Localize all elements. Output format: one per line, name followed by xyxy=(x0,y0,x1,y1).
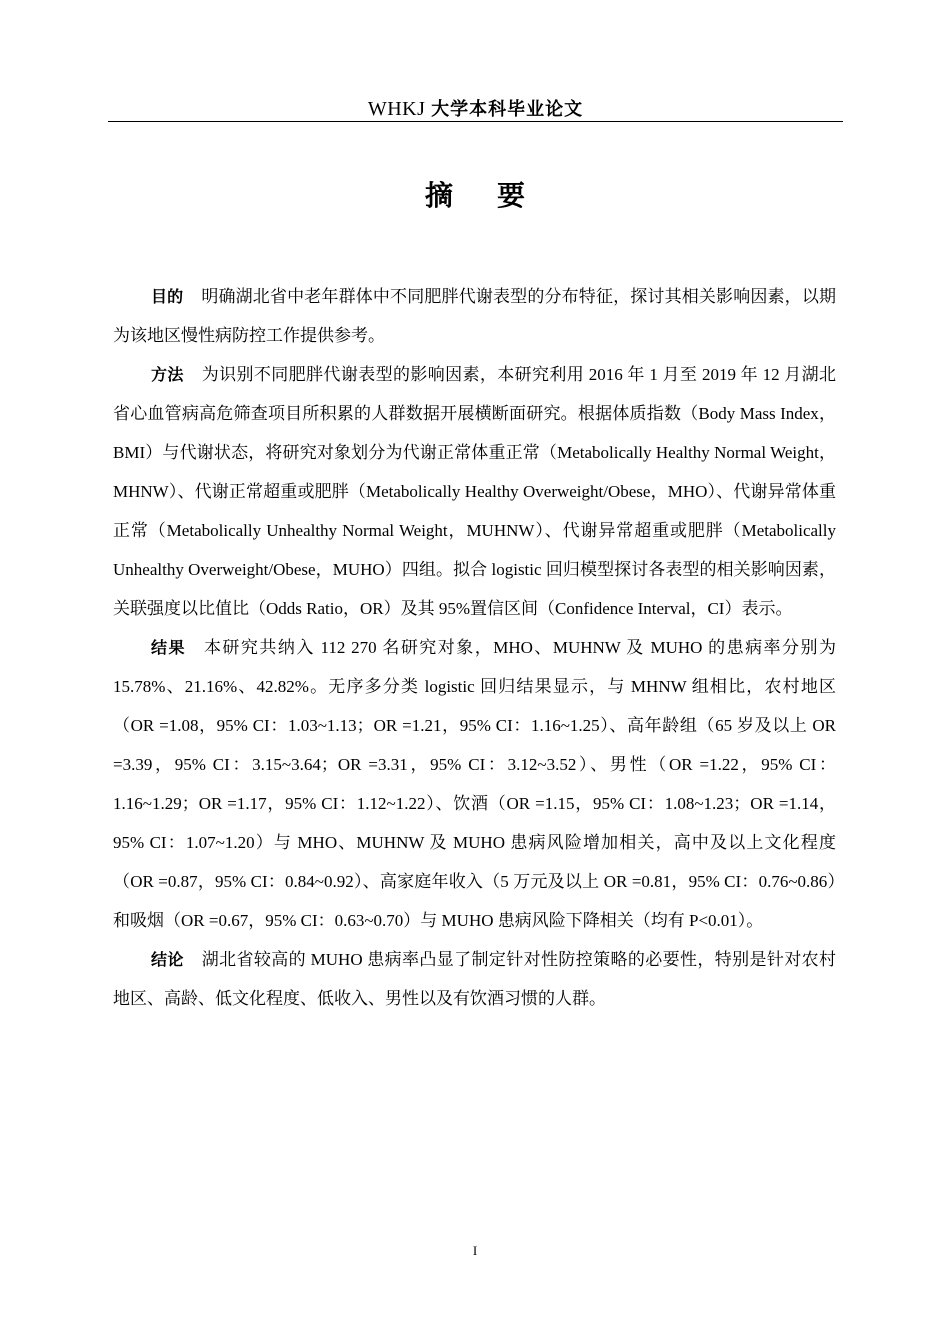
header-rule xyxy=(108,121,843,122)
section-results xyxy=(113,628,836,940)
header-thesis-type: 大学本科毕业论文 xyxy=(431,99,584,120)
section-label-methods: 方法 xyxy=(151,365,184,384)
abstract-body xyxy=(113,277,836,1018)
section-label-conclusion: 结论 xyxy=(151,950,184,969)
section-label-objective: 目的 xyxy=(151,287,184,306)
section-label-results: 结果 xyxy=(151,638,186,657)
running-header xyxy=(108,96,843,122)
page-number: I xyxy=(472,1243,478,1258)
page-title: 摘要 xyxy=(424,179,569,212)
header-school-code: WHKJ xyxy=(367,98,426,120)
section-conclusion xyxy=(113,940,836,1018)
section-objective xyxy=(113,277,836,355)
section-text-objective: 明确湖北省中老年群体中不同肥胖代谢表型的分布特征，探讨其相关影响因素，以期为该地区慢性病防控工作提供参考。 xyxy=(113,287,836,345)
section-text-conclusion: 湖北省较高的 MUHO 患病率凸显了制定针对性防控策略的必要性，特别是针对农村地区、高龄、低文化程度、低收入、男性以及有饮酒习惯的人群。 xyxy=(113,950,836,1008)
section-text-results: 本研究共纳入 112 270 名研究对象，MHO、MUHNW 及 MUHO 的患病率分别为 15.78%、21.16%、42.82%。无序多分类 logistic 回归结果显示，与 MHNW 组相比，农村地区（OR =1.08，95% CI：1.03~1.13；OR =1.21，95% CI：1.16~1.25）、高年龄组（65 岁及以上 OR =3.39，95% CI：3.15~3.64；OR =3.31，95% CI：3.12~3.52）、男性（OR =1.22，95% CI：1.16~1.29；OR =1.17，95% CI：1.12~1.22）、饮酒（OR =1.15，95% CI：1.08~1.23；OR =1.14，95% CI：1.07~1.20）与 MHO、MUHNW 及 MUHO 患病风险增加相关，高中及以上文化程度（OR =0.87，95% CI：0.84~0.92）、高家庭年收入（5 万元及以上 OR =0.81，95% CI：0.76~0.86）和吸烟（OR =0.67，95% CI：0.63~0.70）与 MUHO 患病风险下降相关（均有 P<0.01）。 xyxy=(113,638,836,930)
section-methods xyxy=(113,355,836,628)
section-text-methods: 为识别不同肥胖代谢表型的影响因素，本研究利用 2016 年 1 月至 2019 年 12 月湖北省心血管病高危筛查项目所积累的人群数据开展横断面研究。根据体质指数（Body Mass Index，BMI）与代谢状态，将研究对象划分为代谢正常体重正常（Metabolically Healthy Normal Weight，MHNW）、代谢正常超重或肥胖（Metabolically Healthy Overweight/Obese，MHO）、代谢异常体重正常（Metabolically Unhealthy Normal Weight，MUHNW）、代谢异常超重或肥胖（Metabolically Unhealthy Overweight/Obese，MUHO）四组。拟合 logistic 回归模型探讨各表型的相关影响因素，关联强度以比值比（Odds Ratio，OR）及其 95%置信区间（Confidence Interval，CI）表示。 xyxy=(113,365,836,618)
